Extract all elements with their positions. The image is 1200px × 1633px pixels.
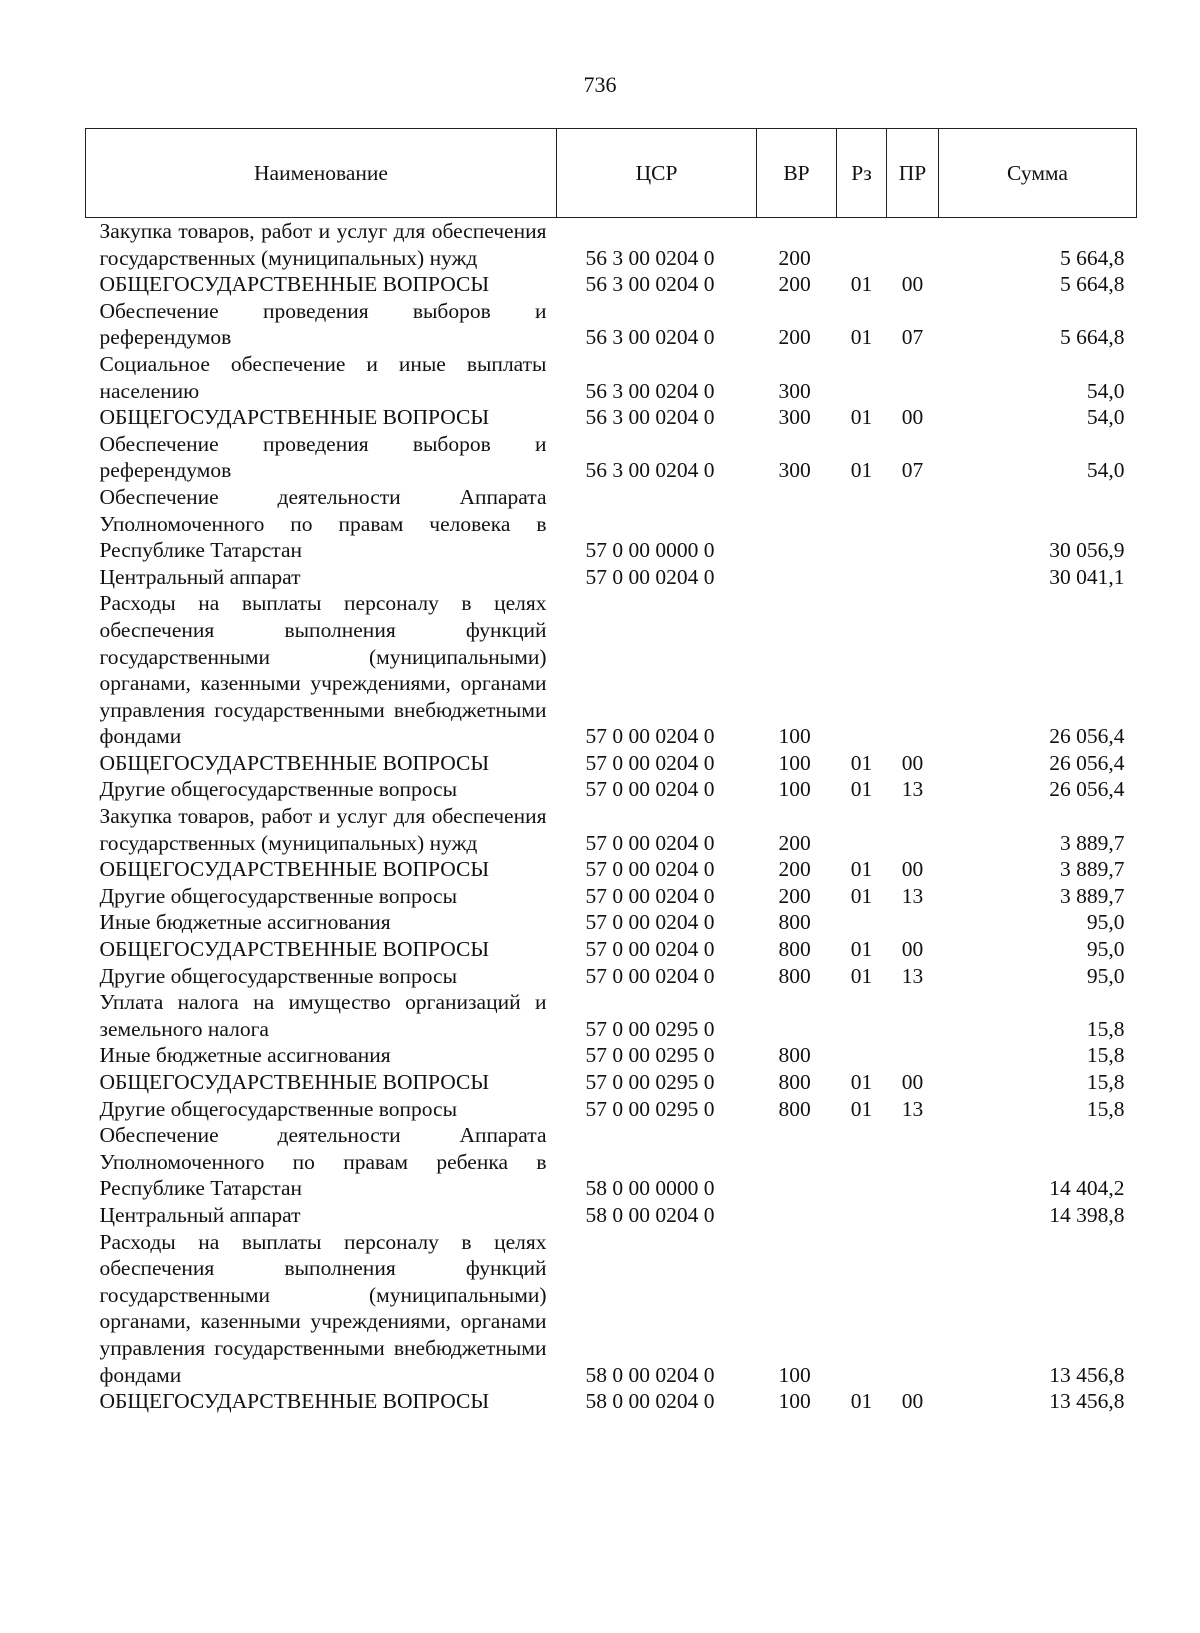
cell-csr: 57 0 00 0204 0 [585,830,715,855]
cell-csr: 57 0 00 0204 0 [585,883,715,908]
cell-rz [837,989,887,1042]
cell-sum: 14 404,2 [1049,1176,1125,1201]
cell-rz [837,909,887,936]
cell-csr: 57 0 00 0204 0 [585,750,715,775]
cell-name: Иные бюджетные ассигнования [99,910,391,935]
table-row [86,404,1137,431]
cell-csr: 57 0 00 0204 0 [585,963,715,988]
cell-sum: 26 056,4 [1049,777,1125,802]
header-sum: Сумма [939,129,1137,218]
table-row [86,1096,1137,1123]
cell-name: Уплата налога на имущество организаций и земельного налога [99,990,547,1041]
cell-pr [887,803,939,856]
cell-vr: 300 [778,458,811,483]
cell-csr: 58 0 00 0204 0 [585,1389,715,1414]
cell-name: Иные бюджетные ассигнования [99,1043,391,1068]
cell-vr: 200 [778,245,811,270]
cell-csr: 58 0 00 0204 0 [585,1202,715,1227]
cell-name: ОБЩЕГОСУДАРСТВЕННЫЕ ВОПРОСЫ [99,1070,490,1094]
cell-name: Центральный аппарат [99,1202,301,1227]
table-row [86,431,1137,484]
cell-sum: 5 664,8 [1060,245,1125,270]
cell-name: Обеспечение деятельности Аппарата Уполномоченного по правам ребенка в Республике Татарстан [99,1123,547,1201]
cell-csr: 56 3 00 0204 0 [585,245,715,270]
table-row [86,1042,1137,1069]
cell-pr: 00 [901,937,924,962]
table-row [86,776,1137,803]
cell-csr: 56 3 00 0204 0 [585,405,715,430]
table-row [86,989,1137,1042]
cell-sum: 15,8 [1086,1043,1125,1068]
header-csr: ЦСР [557,129,757,218]
cell-csr: 56 3 00 0204 0 [585,272,715,297]
cell-sum: 5 664,8 [1060,325,1125,350]
cell-vr: 300 [778,378,811,403]
cell-sum: 30 056,9 [1049,538,1125,563]
cell-rz: 01 [850,458,873,483]
cell-name: Другие общегосударственные вопросы [99,883,458,908]
cell-vr: 800 [778,910,811,935]
table-row [86,909,1137,936]
cell-name: ОБЩЕГОСУДАРСТВЕННЫЕ ВОПРОСЫ [99,857,490,882]
cell-csr: 56 3 00 0204 0 [585,325,715,350]
cell-rz: 01 [850,272,873,297]
cell-rz [837,218,887,272]
cell-csr: 57 0 00 0204 0 [585,724,715,749]
cell-csr: 57 0 00 0000 0 [585,538,715,563]
cell-rz: 01 [850,1096,873,1121]
cell-rz [837,590,887,750]
cell-csr: 57 0 00 0295 0 [585,1070,715,1094]
cell-vr: 200 [778,325,811,350]
cell-vr: 200 [778,883,811,908]
cell-rz: 01 [850,750,873,775]
cell-name: ОБЩЕГОСУДАРСТВЕННЫЕ ВОПРОСЫ [99,405,490,430]
cell-sum: 95,0 [1086,963,1125,988]
cell-vr: 200 [778,857,811,882]
table-row [86,1122,1137,1202]
header-rz: Рз [837,129,887,218]
cell-vr: 800 [778,937,811,962]
table-row [86,218,1137,272]
cell-sum: 54,0 [1086,458,1125,483]
table-body [86,218,1137,1415]
cell-name: Социальное обеспечение и иные выплаты населению [99,351,547,403]
cell-pr [887,1229,939,1389]
cell-pr: 13 [901,883,924,908]
cell-vr [757,564,837,591]
cell-pr: 07 [901,458,924,483]
cell-rz [837,1122,887,1202]
table-row [86,1229,1137,1389]
cell-csr: 57 0 00 0204 0 [585,564,715,589]
cell-vr [757,484,837,564]
cell-vr: 100 [778,1362,811,1387]
cell-sum: 15,8 [1086,1016,1125,1041]
cell-pr: 13 [901,1096,924,1121]
cell-pr [887,590,939,750]
cell-rz: 01 [850,963,873,988]
cell-rz: 01 [850,405,873,430]
table-row [86,803,1137,856]
cell-name: Другие общегосударственные вопросы [99,1096,458,1121]
cell-vr [757,1202,837,1229]
table-row [86,963,1137,990]
cell-pr [887,1042,939,1069]
cell-vr: 100 [778,777,811,802]
cell-rz: 01 [850,883,873,908]
cell-sum: 26 056,4 [1049,724,1125,749]
cell-name: Расходы на выплаты персоналу в целях обеспечения выполнения функций государственными (муниципальными) органами, казенными учреждениями, органами управления государственными внебюджетными фондами [99,591,547,749]
cell-csr: 56 3 00 0204 0 [585,378,715,403]
header-name: Наименование [86,129,557,218]
cell-name: ОБЩЕГОСУДАРСТВЕННЫЕ ВОПРОСЫ [99,750,490,775]
cell-csr: 57 0 00 0204 0 [585,937,715,962]
cell-rz: 01 [850,325,873,350]
cell-sum: 5 664,8 [1060,272,1125,297]
cell-name: ОБЩЕГОСУДАРСТВЕННЫЕ ВОПРОСЫ [99,937,490,962]
cell-csr: 57 0 00 0204 0 [585,777,715,802]
table-row [86,1202,1137,1229]
cell-rz: 01 [850,1070,873,1094]
cell-sum: 13 456,8 [1049,1389,1125,1414]
cell-sum: 3 889,7 [1060,883,1125,908]
cell-name: Обеспечение деятельности Аппарата Уполномоченного по правам человека в Республике Татарстан [99,484,547,563]
cell-sum: 95,0 [1086,910,1125,935]
cell-sum: 30 041,1 [1049,564,1125,589]
cell-rz: 01 [850,777,873,802]
cell-pr [887,484,939,564]
page-number: 736 [583,72,617,97]
cell-pr [887,1122,939,1202]
cell-name: Закупка товаров, работ и услуг для обеспечения государственных (муниципальных) нужд [99,804,547,855]
cell-rz: 01 [850,1389,873,1414]
cell-vr: 100 [778,750,811,775]
cell-rz [837,803,887,856]
cell-sum: 13 456,8 [1049,1362,1125,1387]
cell-pr: 00 [901,750,924,775]
cell-pr [887,351,939,404]
cell-pr: 00 [901,272,924,297]
cell-vr: 200 [778,830,811,855]
cell-rz [837,1202,887,1229]
cell-pr: 07 [901,325,924,350]
cell-sum: 3 889,7 [1060,857,1125,882]
header-pr: ПР [887,129,939,218]
cell-rz [837,1042,887,1069]
cell-csr: 57 0 00 0295 0 [585,1043,715,1068]
cell-sum: 14 398,8 [1049,1202,1125,1227]
cell-pr: 13 [901,963,924,988]
cell-vr: 100 [778,724,811,749]
cell-pr [887,218,939,272]
cell-name: Обеспечение проведения выборов и референдумов [99,431,547,483]
cell-vr: 200 [778,272,811,297]
table-row [86,1388,1137,1415]
table-row [86,883,1137,910]
cell-name: Закупка товаров, работ и услуг для обеспечения государственных (муниципальных) нужд [99,219,547,270]
cell-vr: 800 [778,1070,811,1094]
cell-name: ОБЩЕГОСУДАРСТВЕННЫЕ ВОПРОСЫ [99,1389,490,1414]
cell-rz [837,351,887,404]
cell-vr: 100 [778,1389,811,1414]
table-row [86,1069,1137,1096]
cell-pr: 00 [901,405,924,430]
cell-rz: 01 [850,857,873,882]
cell-sum: 26 056,4 [1049,750,1125,775]
table-row [86,484,1137,564]
cell-pr [887,1202,939,1229]
cell-csr: 57 0 00 0295 0 [585,1016,715,1041]
table-row [86,936,1137,963]
cell-vr: 800 [778,1096,811,1121]
cell-name: Расходы на выплаты персоналу в целях обеспечения выполнения функций государственными (муниципальными) органами, казенными учреждениями, органами управления государственными внебюджетными фондами [99,1229,547,1387]
cell-sum: 54,0 [1086,378,1125,403]
cell-sum: 54,0 [1086,405,1125,430]
cell-sum: 95,0 [1086,937,1125,962]
table-row [86,856,1137,883]
cell-rz [837,564,887,591]
cell-name: Другие общегосударственные вопросы [99,777,458,802]
cell-sum: 3 889,7 [1060,830,1125,855]
cell-rz [837,1229,887,1389]
cell-csr: 56 3 00 0204 0 [585,458,715,483]
budget-table [85,128,1137,1415]
cell-vr: 800 [778,1043,811,1068]
cell-csr: 57 0 00 0204 0 [585,857,715,882]
cell-rz [837,484,887,564]
cell-pr: 13 [901,777,924,802]
table-row [86,590,1137,750]
cell-vr: 800 [778,963,811,988]
cell-vr [757,989,837,1042]
cell-csr: 57 0 00 0204 0 [585,910,715,935]
table-row [86,750,1137,777]
cell-rz: 01 [850,937,873,962]
cell-vr: 300 [778,405,811,430]
cell-name: Другие общегосударственные вопросы [99,963,458,988]
cell-sum: 15,8 [1086,1096,1125,1121]
table-row [86,298,1137,351]
cell-sum: 15,8 [1086,1070,1125,1094]
cell-pr: 00 [901,1070,924,1094]
cell-csr: 57 0 00 0295 0 [585,1096,715,1121]
cell-name: ОБЩЕГОСУДАРСТВЕННЫЕ ВОПРОСЫ [99,272,490,297]
table-row [86,564,1137,591]
cell-pr [887,564,939,591]
table-row [86,351,1137,404]
cell-pr [887,989,939,1042]
cell-pr [887,909,939,936]
cell-name: Центральный аппарат [99,564,301,589]
cell-pr: 00 [901,1389,924,1414]
cell-vr [757,1122,837,1202]
cell-name: Обеспечение проведения выборов и референдумов [99,298,547,350]
cell-pr: 00 [901,857,924,882]
header-vr: ВР [757,129,837,218]
cell-csr: 58 0 00 0000 0 [585,1176,715,1201]
cell-csr: 58 0 00 0204 0 [585,1362,715,1387]
table-row [86,271,1137,298]
table-header [86,129,1137,218]
